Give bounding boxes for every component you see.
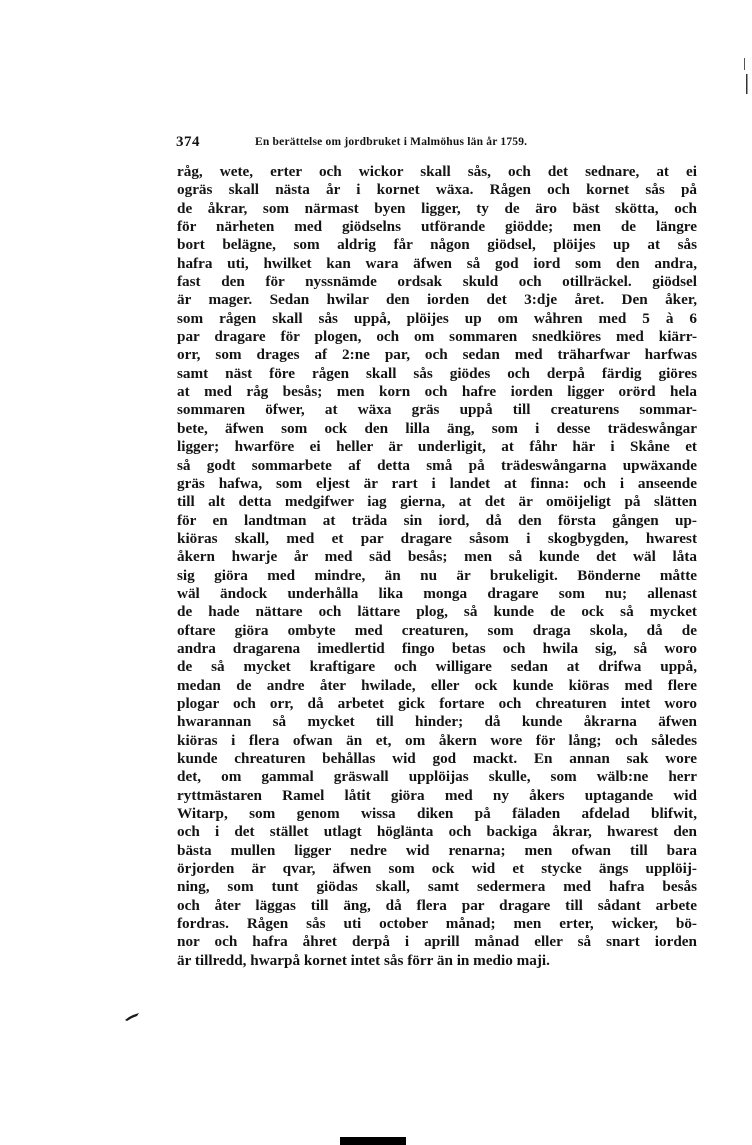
text-line: och i det stället utlagt höglänta och backiga åkrar, hwarest den (177, 823, 697, 841)
text-line: hafra uti, hwilket kan wara äfwen så god iord som den andra, (177, 254, 697, 272)
running-title: En berättelse om jordbruket i Malmöhus län år 1759. (255, 136, 528, 148)
text-line: de hade nättare och lättare plog, så kunde de ock så mycket (177, 603, 697, 621)
text-line: Witarp, som genom wissa diken på fäladen afdelad blifwit, (177, 805, 697, 823)
text-line: ning, som tunt giödas skall, samt sedermera med hafra besås (177, 878, 697, 896)
text-line: bort belägne, som aldrig får någon giödsel, plöijes up at sås (177, 236, 697, 254)
text-line: bästa mullen ligger nedre wid renarna; men ofwan till bara (177, 841, 697, 859)
text-line: de så mycket kraftigare och willigare sedan at drifwa uppå, (177, 658, 697, 676)
text-line: och åter läggas till äng, då flera par dragare till sådant arbete (177, 896, 697, 914)
ink-blot-mark (124, 1013, 140, 1021)
text-line: råg, wete, erter och wickor skall sås, och det sednare, at ei (177, 163, 697, 180)
text-line: till alt detta medgifwer iag gierna, at det är omöijeligt på slätten (177, 493, 697, 511)
text-line: kiöras skall, med et par dragare såsom i skogbygden, hwarest (177, 529, 697, 547)
text-line: för närheten med giödselns utförande giödde; men de längre (177, 218, 697, 236)
scan-edge-mark (744, 58, 748, 98)
text-line: för en landtman at träda sin iord, då den första gången up- (177, 511, 697, 529)
text-line: orr, som drages af 2:ne par, och sedan med träharfwar harfwas (177, 346, 697, 364)
scan-bottom-bar (340, 1137, 406, 1145)
body-text (177, 163, 697, 970)
text-line: är mager. Sedan hwilar den iorden det 3:dje året. Den åker, (177, 291, 697, 309)
text-line: sig giöra med mindre, än nu är brukeligit. Bönderne måtte (177, 566, 697, 584)
text-line: åkern hwarje år med säd besås; men så kunde det wäl låta (177, 548, 697, 566)
text-line: fordras. Rågen sås uti october månad; men erter, wicker, bö- (177, 915, 697, 933)
text-line: sommaren öfwer, at wäxa gräs uppå till creaturens sommar- (177, 401, 697, 419)
text-line: andra dragarena imedlertid fingo betas och hwila sig, så woro (177, 639, 697, 657)
text-line: oftare giöra ombyte med creaturen, som draga skola, då de (177, 621, 697, 639)
text-line: det, om gammal gräswall upplöijas skulle, som wälb:ne herr (177, 768, 697, 786)
text-line: ogräs skall nästa år i kornet wäxa. Rågen och kornet sås på (177, 181, 697, 199)
page-number: 374 (176, 134, 200, 150)
text-line: wäl ändock underhålla lika monga dragare som nu; allenast (177, 584, 697, 602)
text-line: de åkrar, som närmast byen ligger, ty de äro bäst skötta, och (177, 199, 697, 217)
text-line: hwarannan så mycket till hinder; då kunde åkrarna äfwen (177, 713, 697, 731)
text-line: medan de andre åter hwilade, eller ock kunde kiöras med flere (177, 676, 697, 694)
text-line: är tillredd, hwarpå kornet intet sås förr än in medio maji. (177, 951, 550, 969)
text-line: ryttmästaren Ramel låtit giöra med ny åkers uptagande wid (177, 786, 697, 804)
text-line: at med råg besås; men korn och hafre iorden ligger orörd hela (177, 383, 697, 401)
text-line: kunde chreaturen behållas wid god mackt. En annan sak wore (177, 750, 697, 767)
text-line: par dragare för plogen, och om sommaren snedkiöres med kiärr- (177, 328, 697, 346)
text-line: bete, äfwen som ock den lilla äng, som i desse trädeswångar (177, 419, 697, 437)
text-line: samt näst före rågen skall sås giödes och derpå färdig giöres (177, 364, 697, 382)
text-line: fast den för nyssnämde ordsak skuld och otillräckel. giödsel (177, 273, 697, 291)
text-line: ligger; hwarföre ei heller är underligit, at fåhr här i Skåne et (177, 438, 697, 456)
text-line: gräs hafwa, som eljest är rart i landet at finna: och i anseende (177, 474, 697, 492)
page-header (176, 134, 706, 154)
text-line: kiöras i flera ofwan än et, om åkern wore för lång; och således (177, 731, 697, 749)
text-line: som rågen skall sås uppå, plöijes up om wåhren med 5 à 6 (177, 309, 697, 327)
text-line: plogar och orr, då arbetet gick fortare och chreaturen intet woro (177, 694, 697, 712)
text-line: örjorden är qvar, äfwen som ock wid et stycke ängs upplöij- (177, 860, 697, 878)
text-line: så godt sommarbete af detta små på trädeswångarna upwäxande (177, 456, 697, 474)
text-line: nor och hafra åhret derpå i aprill månad eller så snart iorden (177, 933, 697, 951)
